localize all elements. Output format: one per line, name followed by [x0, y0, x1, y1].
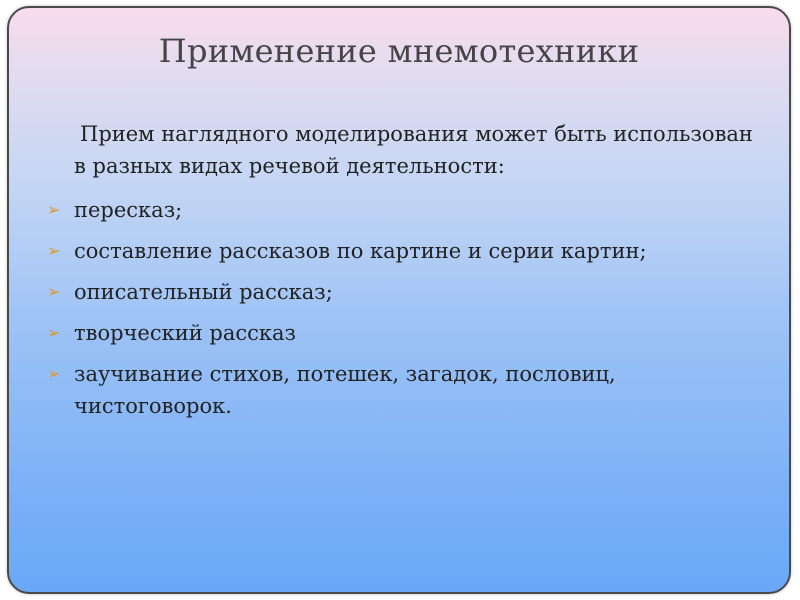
- list-item-text: творческий рассказ: [74, 321, 296, 345]
- list-item-text: пересказ;: [74, 198, 183, 222]
- slide: [7, 6, 791, 594]
- arrow-bullet-icon: ➢: [47, 200, 61, 219]
- intro-paragraph: Прием наглядного моделирования может быть использован в разных видах речевой деятельности:: [74, 122, 753, 178]
- list-item: [47, 194, 747, 226]
- list-item-text: составление рассказов по картине и серии картин;: [74, 239, 647, 263]
- list-item-text: описательный рассказ;: [74, 280, 333, 304]
- list-item-text: заучивание стихов, потешек, загадок, пословиц, чистоговорок.: [74, 362, 616, 418]
- arrow-bullet-icon: ➢: [47, 323, 61, 342]
- arrow-bullet-icon: ➢: [47, 364, 61, 383]
- list-item: [47, 235, 747, 267]
- arrow-bullet-icon: ➢: [47, 282, 61, 301]
- arrow-bullet-icon: ➢: [47, 241, 61, 260]
- slide-title: Применение мнемотехники: [158, 32, 640, 70]
- list-item: [47, 276, 747, 308]
- list-item: [47, 317, 747, 349]
- list-item: [47, 358, 747, 422]
